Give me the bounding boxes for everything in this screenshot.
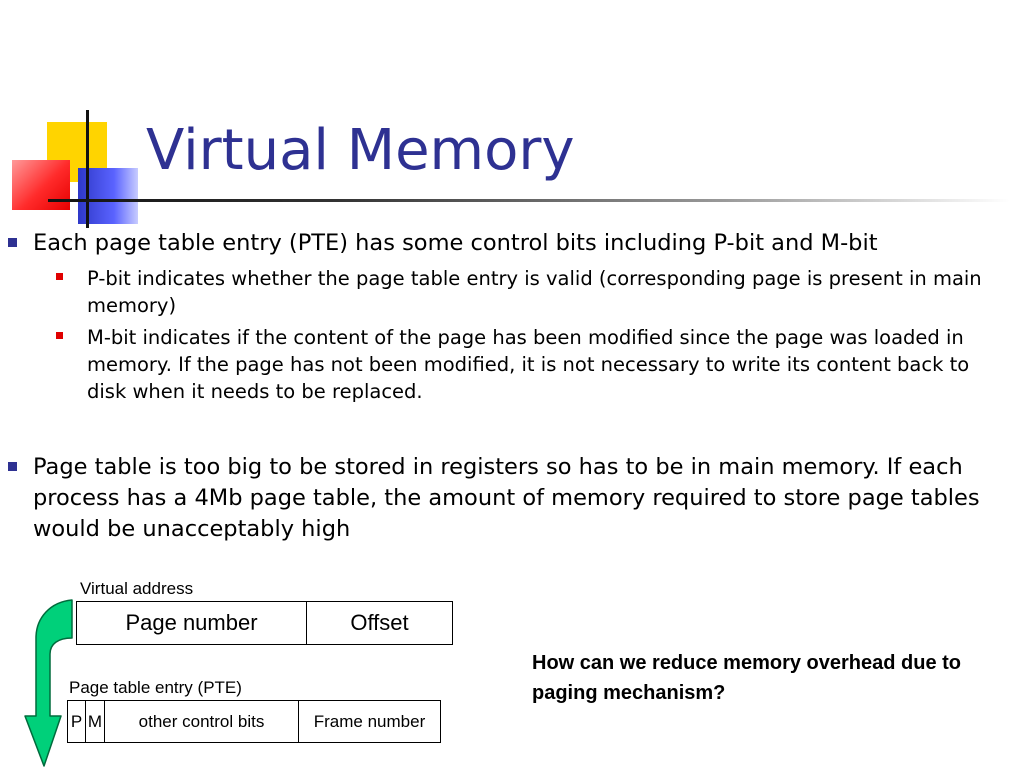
pte-box	[67, 700, 441, 743]
virtual-address-box	[76, 601, 453, 645]
sub-bullet-square-icon	[56, 332, 63, 339]
bullet-text: Each page table entry (PTE) has some control bits including P-bit and M-bit	[33, 230, 878, 256]
question-text: How can we reduce memory overhead due to paging mechanism?	[532, 652, 962, 704]
page-number-field: Page number	[77, 602, 307, 644]
virtual-address-label: Virtual address	[80, 579, 194, 598]
sub-bullet-text: M-bit indicates if the content of the page has been modified since the page was loaded in memory. If the page has not been modified, it is not necessary to write its content back to disk when it needs to be replaced.	[87, 326, 970, 403]
deco-red-square	[12, 160, 70, 210]
p-bit-field: P	[68, 701, 86, 742]
control-bits-field: other control bits	[105, 701, 299, 742]
m-bit-field: M	[86, 701, 105, 742]
bullet-square-icon	[8, 238, 17, 247]
sub-bullet-square-icon	[56, 273, 63, 280]
frame-number-field: Frame number	[313, 711, 426, 731]
offset-field: Offset	[350, 610, 409, 635]
deco-vertical-line	[86, 110, 89, 228]
bullet-text: Page table is too big to be stored in registers so has to be in main memory. If each process has a 4Mb page table, the amount of memory required to store page tables would be unacceptably high	[33, 454, 980, 542]
bullet-square-icon	[8, 462, 17, 471]
sub-bullet-text: P-bit indicates whether the page table entry is valid (corresponding page is present in main memory)	[87, 267, 982, 317]
title-underline	[48, 199, 1010, 202]
pte-label: Page table entry (PTE)	[69, 678, 242, 697]
slide-title: Virtual Memory	[146, 118, 575, 183]
